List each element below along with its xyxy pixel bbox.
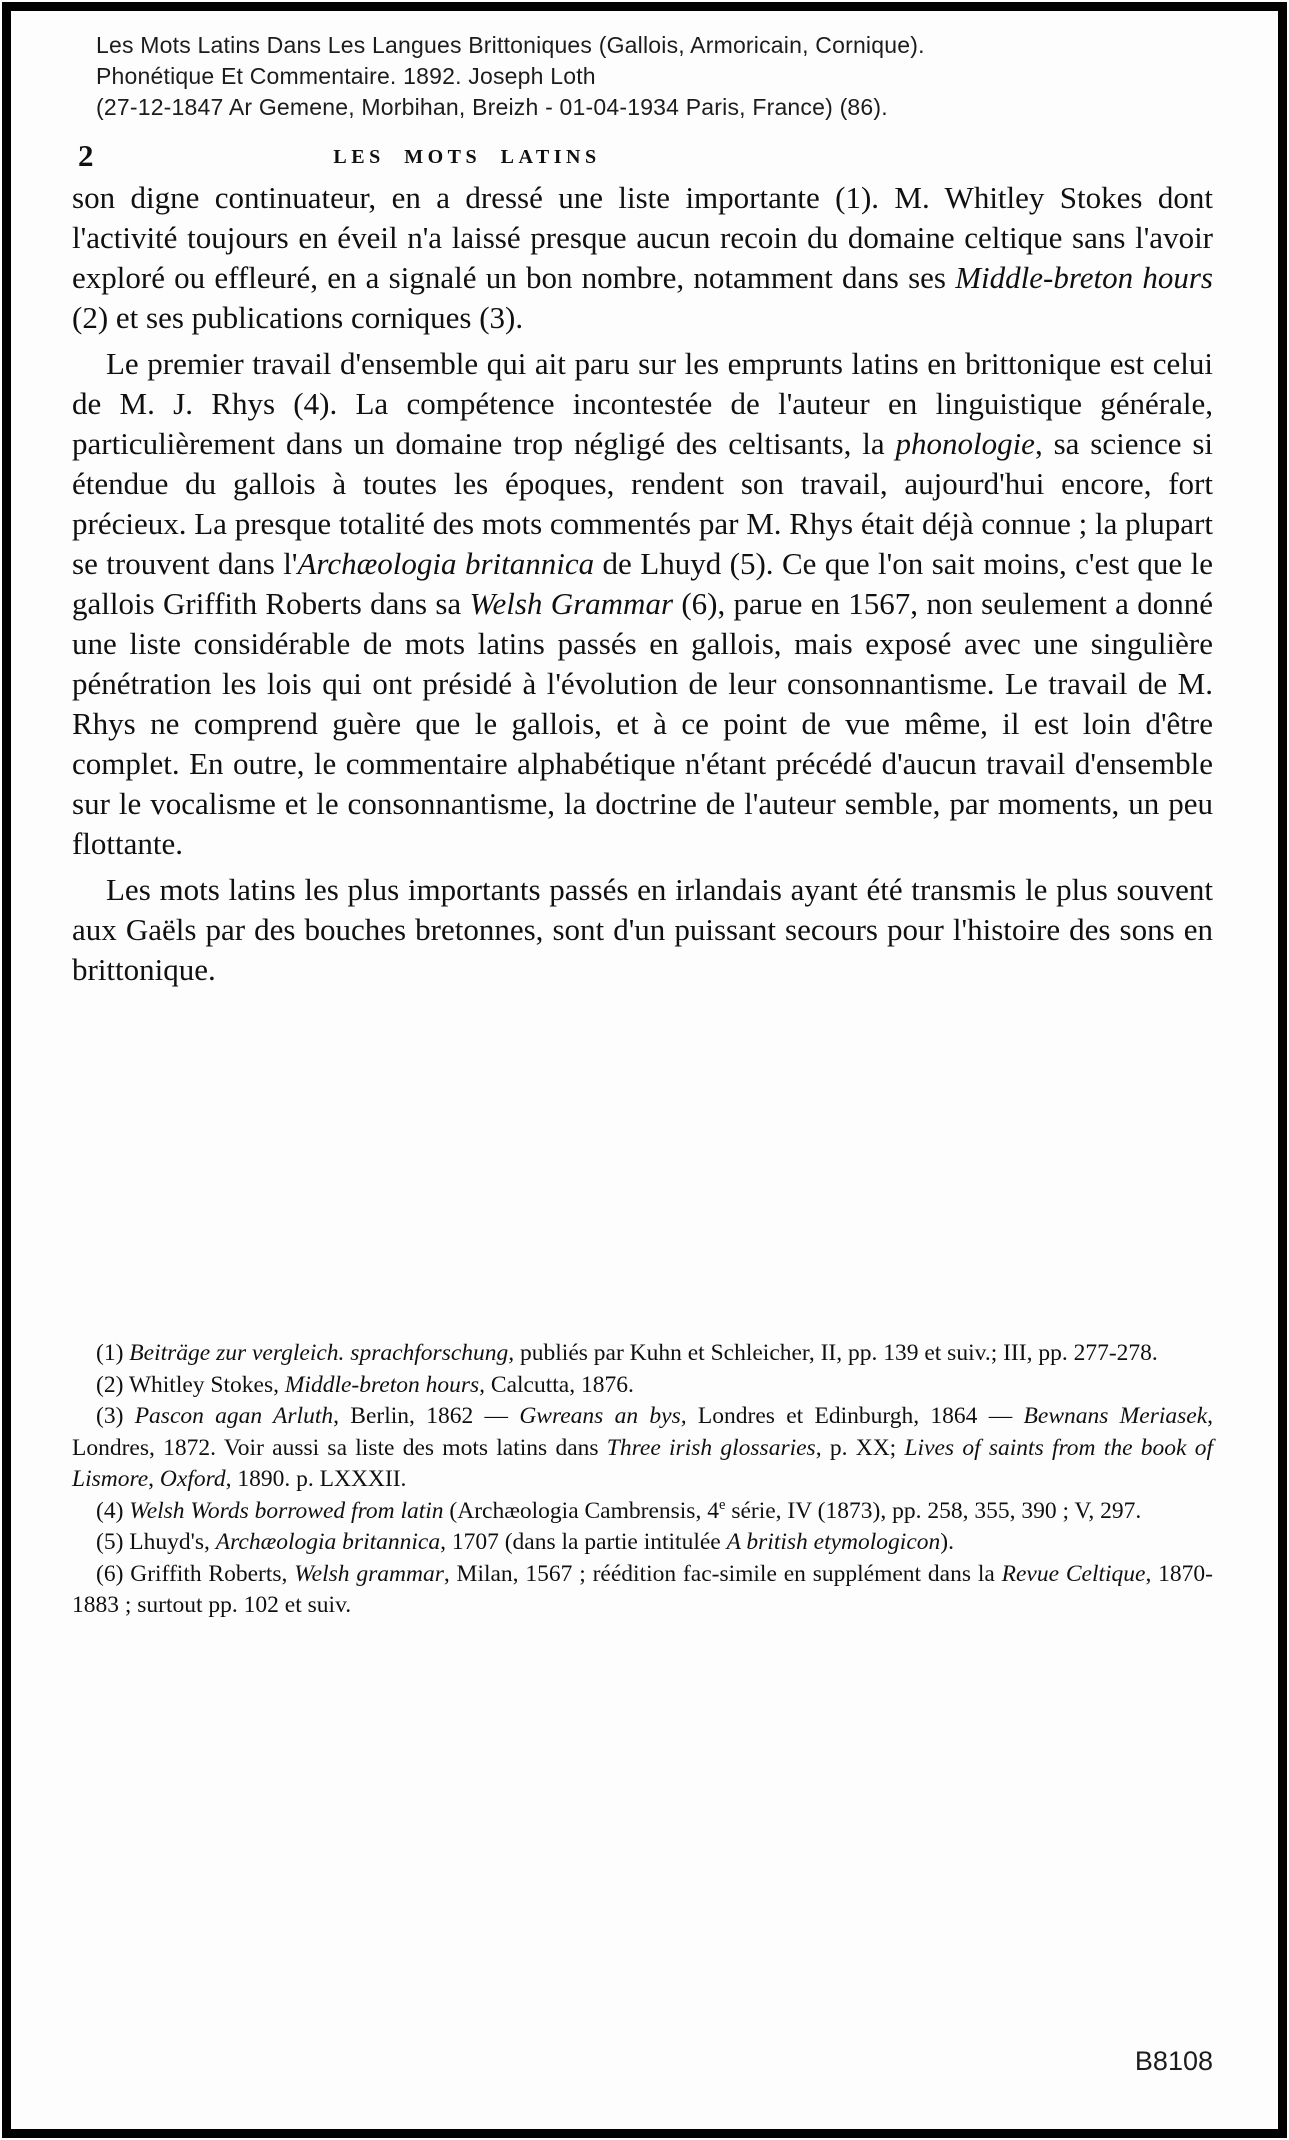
superscript-text: e bbox=[718, 1496, 726, 1513]
italic-text: Gwreans an bys, bbox=[519, 1403, 687, 1429]
scan-header-line-title: Les Mots Latins Dans Les Langues Brittoniques (Gallois, Armoricain, Cornique). bbox=[96, 32, 925, 58]
italic-text: Oxford bbox=[159, 1466, 226, 1492]
text-run: , Milan, 1567 ; réédition fac-simile en supplément dans la bbox=[443, 1560, 1002, 1587]
text-run: , 1890. p. LXXXII. bbox=[225, 1466, 407, 1492]
text-run: (6) Griffith Roberts, bbox=[96, 1560, 295, 1587]
running-title: LES MOTS LATINS bbox=[333, 146, 601, 168]
italic-text: Beiträge zur vergleich. sprachforschung, bbox=[129, 1340, 515, 1366]
italic-text: Archæologia britannica bbox=[297, 546, 595, 581]
italic-text: Pascon agan Arluth bbox=[134, 1403, 334, 1429]
text-run: Le premier travail d'ensemble qui ait paru sur les emprunts latins en brittonique est celui de M. J. Rhys (4). La compétence incontestée de l'auteur en linguistique générale, particulièrement dans un domaine trop négligé des celtisants, la bbox=[72, 346, 1213, 461]
page-head bbox=[72, 138, 1213, 178]
italic-text: Lives of saints from the book of Lismore bbox=[72, 1434, 1213, 1492]
scan-header-line-author: Phonétique Et Commentaire. 1892. Joseph Loth bbox=[96, 63, 596, 89]
footnote bbox=[72, 1370, 1213, 1402]
text-run: Londres et Edinburgh, 1864 — bbox=[686, 1403, 1024, 1429]
text-run: (1) bbox=[96, 1340, 130, 1366]
text-run: ). bbox=[940, 1529, 954, 1555]
text-run: de Lhuyd (5). Ce que l'on sait moins, c'est que le gallois Griffith Roberts dans sa bbox=[72, 546, 1213, 621]
scan-header-line-dates: (27-12-1847 Ar Gemene, Morbihan, Breizh - 01-04-1934 Paris, France) (86). bbox=[96, 94, 888, 120]
text-run: (5) Lhuyd's, bbox=[96, 1529, 216, 1555]
italic-text: Three irish glossaries bbox=[606, 1434, 816, 1461]
italic-text: Middle-breton hours, bbox=[284, 1371, 486, 1398]
text-run: , 1870-1883 ; surtout pp. 102 et suiv. bbox=[72, 1560, 1214, 1618]
page-number: 2 bbox=[78, 138, 94, 173]
text-run: (6), parue en 1567, non seulement a donné une liste considérable de mots latins passés en gallois, mais exposé avec une singulière pénétration les lois qui ont présidé à l'évolution de leur consonnantisme. Le travail de M. Rhys ne comprend guère que le gallois, et à ce point de vue même, il est loin d'être complet. En outre, le commentaire alphabétique n'étant précédé d'aucun travail d'ensemble sur le vocalisme et le consonnantisme, la doctrine de l'auteur semble, par moments, un peu flottante. bbox=[72, 586, 1214, 861]
paragraph bbox=[72, 344, 1213, 864]
italic-text: Welsh Words borrowed from latin bbox=[129, 1497, 444, 1524]
footnote bbox=[72, 1527, 1213, 1559]
text-run: (3) bbox=[96, 1403, 135, 1429]
text-run: son digne continuateur, en a dressé une liste importante (1). M. Whitley Stokes dont l'activité toujours en éveil n'a laissé presque aucun recoin du domaine celtique sans l'avoir exploré ou effleuré, en a signalé un bon nombre, notamment dans ses bbox=[72, 180, 1213, 295]
italic-text: Welsh Grammar bbox=[469, 586, 674, 621]
paragraph bbox=[72, 178, 1213, 338]
text-run: , p. XX; bbox=[815, 1434, 905, 1461]
italic-text: Middle-breton hours bbox=[955, 260, 1213, 295]
text-run: (2) Whitley Stokes, bbox=[96, 1371, 285, 1398]
italic-text: Welsh grammar bbox=[294, 1560, 444, 1587]
italic-text: A british etymologicon bbox=[726, 1529, 941, 1555]
text-run: série, IV (1873), pp. 258, 355, 390 ; V, 297. bbox=[725, 1497, 1142, 1524]
text-run: , sa science si étendue du gallois à toutes les époques, rendent son travail, aujourd'hui encore, fort précieux. La presque totalité des mots commentés par M. Rhys était déjà connue ; la plupart se trouvent dans l' bbox=[72, 426, 1214, 581]
text-run: , Berlin, 1862 — bbox=[333, 1403, 520, 1429]
text-run: publiés par Kuhn et Schleicher, II, pp. 139 et suiv.; III, pp. 277-278. bbox=[514, 1340, 1158, 1366]
footnote bbox=[72, 1559, 1213, 1622]
footnote bbox=[72, 1496, 1213, 1528]
text-run: (2) et ses publications corniques (3). bbox=[72, 300, 524, 335]
italic-text: phonologie bbox=[895, 426, 1035, 461]
footnote bbox=[72, 1401, 1213, 1496]
body-text bbox=[72, 178, 1213, 996]
footnote bbox=[72, 1338, 1213, 1370]
text-run: , 1707 (dans la partie intitulée bbox=[440, 1529, 727, 1555]
text-run: , bbox=[148, 1466, 160, 1492]
text-run: Les mots latins les plus importants passés en irlandais ayant été transmis le plus souvent aux Gaëls par des bouches bretonnes, sont d'un puissant secours pour l'histoire des sons en brittonique. bbox=[72, 872, 1213, 987]
text-run: Calcutta, 1876. bbox=[485, 1371, 634, 1398]
scan-metadata-header bbox=[96, 30, 925, 123]
paragraph bbox=[72, 870, 1213, 990]
catalog-code: B8108 bbox=[1134, 2046, 1213, 2076]
footnotes-block bbox=[72, 1338, 1213, 1622]
italic-text: Bewnans Meriasek bbox=[1023, 1403, 1208, 1429]
text-run: (4) bbox=[96, 1497, 130, 1524]
italic-text: Archæologia britannica bbox=[215, 1529, 441, 1555]
text-run: (Archæologia Cambrensis, 4 bbox=[443, 1497, 719, 1524]
italic-text: Revue Celtique bbox=[1001, 1560, 1146, 1587]
text-run: , Londres, 1872. Voir aussi sa liste des mots latins dans bbox=[72, 1403, 1213, 1461]
